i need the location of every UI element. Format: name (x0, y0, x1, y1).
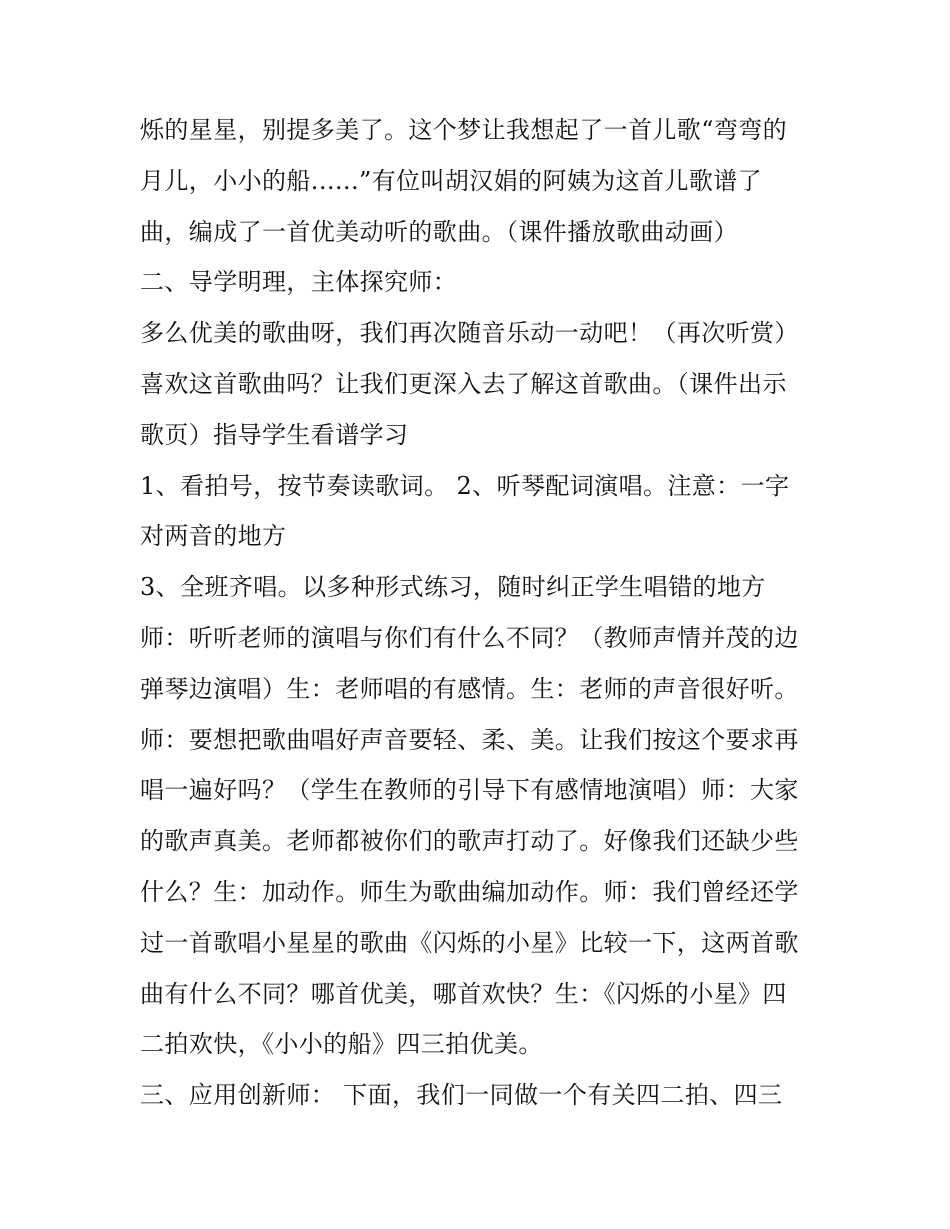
text-line: 喜欢这首歌曲吗？让我们更深入去了解这首歌曲。（课件出示 (140, 369, 787, 398)
text-line: 师：要想把歌曲唱好声音要轻、柔、美。让我们按这个要求再 (140, 725, 799, 754)
text-line: 1、看拍号，按节奏读歌词。 2、听琴配词演唱。注意：一字 (140, 471, 790, 500)
text-line: 二拍欢快，《小小的船》四三拍优美。 (140, 1030, 543, 1059)
text-line: 过一首歌唱小星星的歌曲《闪烁的小星》比较一下，这两首歌 (140, 928, 799, 957)
text-line: 弹琴边演唱）生：老师唱的有感情。生：老师的声音很好听。 (140, 674, 799, 703)
text-line: 曲有什么不同？哪首优美，哪首欢快？生：《闪烁的小星》四 (140, 979, 787, 1008)
section-heading: 二、导学明理，主体探究师： (140, 268, 458, 297)
text-line: 对两音的地方 (140, 522, 287, 551)
text-line: 多么优美的歌曲呀，我们再次随音乐动一动吧！（再次听赏） (140, 319, 799, 348)
text-line: 师：听听老师的演唱与你们有什么不同？（教师声情并茂的边 (140, 623, 799, 652)
text-line: 曲，编成了一首优美动听的歌曲。（课件播放歌曲动画） (140, 217, 738, 246)
text-line: 的歌声真美。老师都被你们的歌声打动了。好像我们还缺少些 (140, 827, 799, 856)
text-line: 唱一遍好吗？（学生在教师的引导下有感情地演唱）师：大家 (140, 776, 799, 805)
body-text (140, 105, 830, 1121)
text-line: 什么？生：加动作。师生为歌曲编加动作。师：我们曾经还学 (140, 877, 799, 906)
text-line: 烁的星星，别提多美了。这个梦让我想起了一首儿歌“弯弯的 (140, 116, 788, 144)
text-line: 月儿，小小的船......”有位叫胡汉娟的阿姨为这首儿歌谱了 (140, 166, 763, 195)
text-line: 3、全班齐唱。以多种形式练习，随时纠正学生唱错的地方 (140, 573, 766, 602)
section-heading: 三、应用创新师： 下面，我们一同做一个有关四二拍、四三 (140, 1081, 783, 1110)
text-line: 歌页）指导学生看谱学习 (140, 420, 409, 449)
